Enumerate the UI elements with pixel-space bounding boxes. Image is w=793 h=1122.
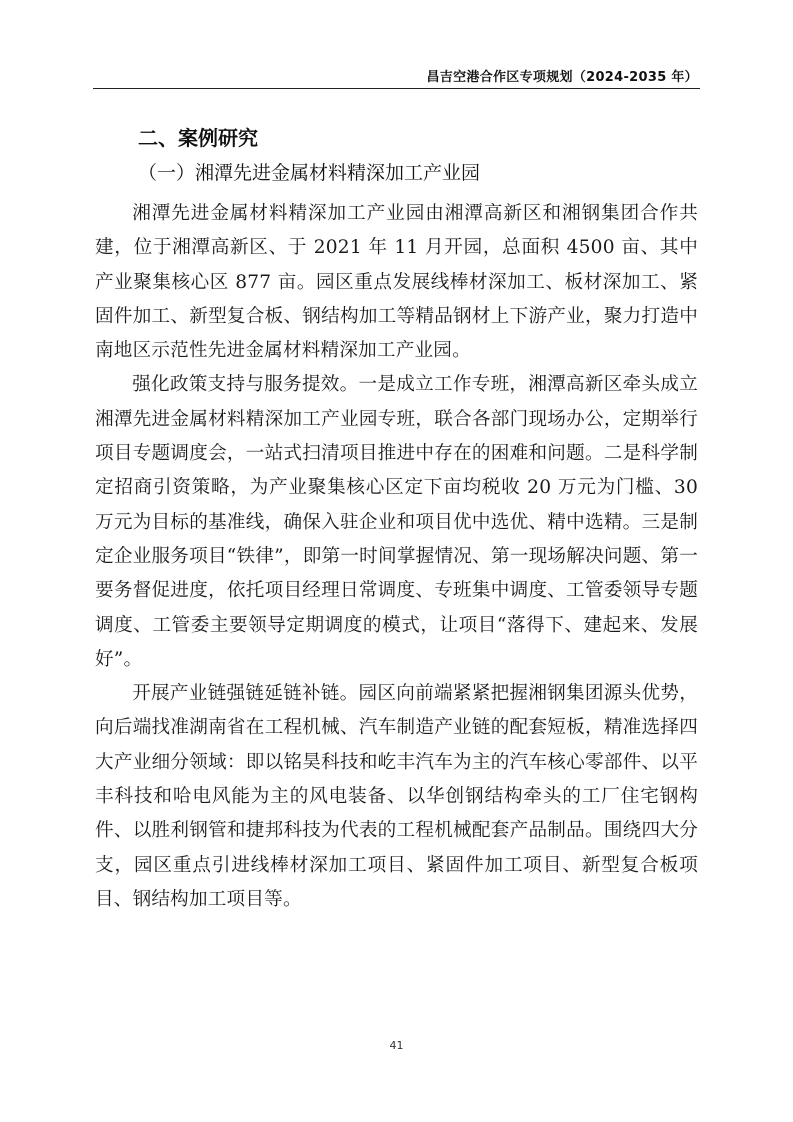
body-text xyxy=(95,197,698,917)
header-rule xyxy=(93,88,700,89)
paragraph-overview: 湘潭先进金属材料精深加工产业园由湘潭高新区和湘钢集团合作共建，位于湘潭高新区、于 2021 年 11 月开园，总面积 4500 亩、其中产业聚集核心区 877 亩。园区重点发展线棒材深加工、板材深加工、紧固件加工、新型复合板、钢结构加工等精品钢材上下游产业，聚力打造中南地区示范性先进金属材料精深加工产业园。 xyxy=(95,203,698,362)
paragraph-industry-chain: 开展产业链强链延链补链。园区向前端紧紧把握湘钢集团源头优势，向后端找准湖南省在工程机械、汽车制造产业链的配套短板，精准选择四大产业细分领域：即以铭昊科技和屹丰汽车为主的汽车核心零部件、以平丰科技和哈电风能为主的风电装备、以华创钢结构牵头的工厂住宅钢构件、以胜利钢管和捷邦科技为代表的工程机械配套产品制品。围绕四大分支，园区重点引进线棒材深加工项目、紧固件加工项目、新型复合板项目、钢结构加工项目等。 xyxy=(95,683,698,910)
section-heading: 二、案例研究 xyxy=(138,126,258,150)
paragraph-policy-support: 强化政策支持与服务提效。一是成立工作专班，湘潭高新区牵头成立湘潭先进金属材料精深加工产业园专班，联合各部门现场办公，定期举行项目专题调度会，一站式扫清项目推进中存在的困难和问题。二是科学制定招商引资策略，为产业聚集核心区定下亩均税收 20 万元为门槛、30 万元为目标的基准线，确保入驻企业和项目优中选优、精中选精。三是制定企业服务项目“铁律”，即第一时间掌握情况、第一现场解决问题、第一要务督促进度，依托项目经理日常调度、专班集中调度、工管委领导专题调度、工管委主要领导定期调度的模式，让项目“落得下、建起来、发展好”。 xyxy=(95,374,698,670)
running-header: 昌吉空港合作区专项规划（2024-2035 年） xyxy=(426,70,698,85)
case-subheading: （一）湘潭先进金属材料精深加工产业园 xyxy=(138,162,481,184)
page-number: 41 xyxy=(389,1039,404,1052)
